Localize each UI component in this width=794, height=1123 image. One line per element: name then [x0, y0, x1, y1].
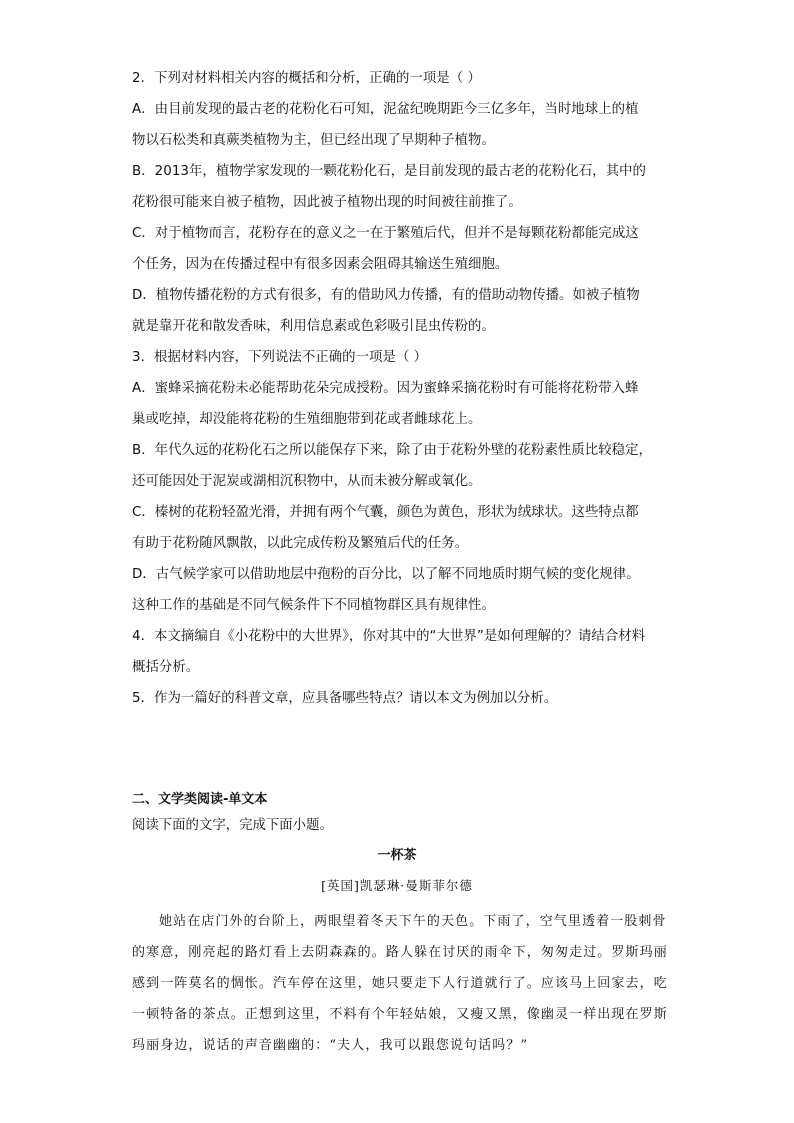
questions-section	[132, 63, 672, 714]
story-line: 感到一阵莫名的惆怅。汽车停在这里，她只要走下人行道就行了。应该马上回家去，吃	[132, 976, 668, 991]
question-4-cont: 概括分析。	[132, 660, 200, 675]
question-3-option-c-cont: 有助于花粉随风飘散，以此完成传粉及繁殖后代的任务。	[132, 536, 469, 551]
question-3-option-d-cont: 这种工作的基础是不同气候条件下不同植物群区具有规律性。	[132, 598, 495, 613]
question-2-option-a: A．由目前发现的最古老的花粉化石可知，泥盆纪晚期距今三亿多年，当时地球上的植	[132, 102, 639, 117]
question-2-option-b: B．2013年，植物学家发现的一颗花粉化石，是目前发现的最古老的花粉化石，其中的	[132, 164, 646, 179]
question-3-option-b: B．年代久远的花粉化石之所以能保存下来，除了由于花粉外壁的花粉素性质比较稳定，	[132, 443, 652, 458]
story-line: 玛丽身边，说话的声音幽幽的：“夫人，我可以跟您说句话吗？”	[132, 1038, 529, 1053]
story-line: 的寒意，刚亮起的路灯看上去阴森森的。路人躲在讨厌的雨伞下，匆匆走过。罗斯玛丽	[132, 945, 668, 960]
story-title: 一杯茶	[377, 848, 417, 863]
story-body	[132, 906, 672, 1061]
question-3-option-d: D．古气候学家可以借助地层中孢粉的百分比，以了解不同地质时期气候的变化规律。	[132, 567, 640, 582]
question-2-option-d: D．植物传播花粉的方式有很多，有的借助风力传播，有的借助动物传播。如被子植物	[132, 288, 640, 303]
question-3-stem: 3．根据材料内容，下列说法不正确的一项是（ ）	[132, 350, 428, 365]
question-3-option-b-cont: 还可能因处于泥炭或湖相沉积物中，从而未被分解或氧化。	[132, 474, 482, 489]
story-line: 一顿特备的茶点。正想到这里，不料有个年轻姑娘，又瘦又黑，像幽灵一样出现在罗斯	[132, 1007, 668, 1022]
section-instruction: 阅读下面的文字，完成下面小题。	[132, 818, 333, 833]
question-4: 4．本文摘编自《小花粉中的大世界》，你对其中的“大世界”是如何理解的？请结合材料	[132, 629, 646, 644]
section-title: 二、文学类阅读-单文本	[132, 792, 268, 807]
story-line: 她站在店门外的台阶上，两眼望着冬天下午的天色。下雨了，空气里透着一股刺骨	[159, 914, 667, 929]
question-2-option-b-cont: 花粉很可能来自被子植物，因此被子植物出现的时间被往前推了。	[132, 195, 522, 210]
question-2-option-d-cont: 就是靠开花和散发香味，利用信息素或色彩吸引昆虫传粉的。	[132, 319, 495, 334]
question-2-option-c-cont: 个任务，因为在传播过程中有很多因素会阻碍其输送生殖细胞。	[132, 257, 509, 272]
question-5: 5．作为一篇好的科普文章，应具备哪些特点？请以本文为例加以分析。	[132, 691, 558, 706]
question-2-option-c: C．对于植物而言，花粉存在的意义之一在于繁殖后代，但并不是每颗花粉都能完成这	[132, 226, 639, 241]
question-3-option-a-cont: 巢或吃掉，却没能将花粉的生殖细胞带到花或者雌球花上。	[132, 412, 482, 427]
question-2-stem: 2．下列对材料相关内容的概括和分析，正确的一项是（ ）	[132, 71, 481, 86]
question-2-option-a-cont: 物以石松类和真蕨类植物为主，但已经出现了早期种子植物。	[132, 133, 495, 148]
story-author: [英国]凯瑟琳·曼斯菲尔德	[321, 878, 473, 893]
question-3-option-a: A．蜜蜂采摘花粉未必能帮助花朵完成授粉。因为蜜蜂采摘花粉时有可能将花粉带入蜂	[132, 381, 639, 396]
question-3-option-c: C．榛树的花粉轻盈光滑，并拥有两个气囊，颜色为黄色，形状为绒球状。这些特点都	[132, 505, 639, 520]
section-header	[132, 787, 672, 839]
